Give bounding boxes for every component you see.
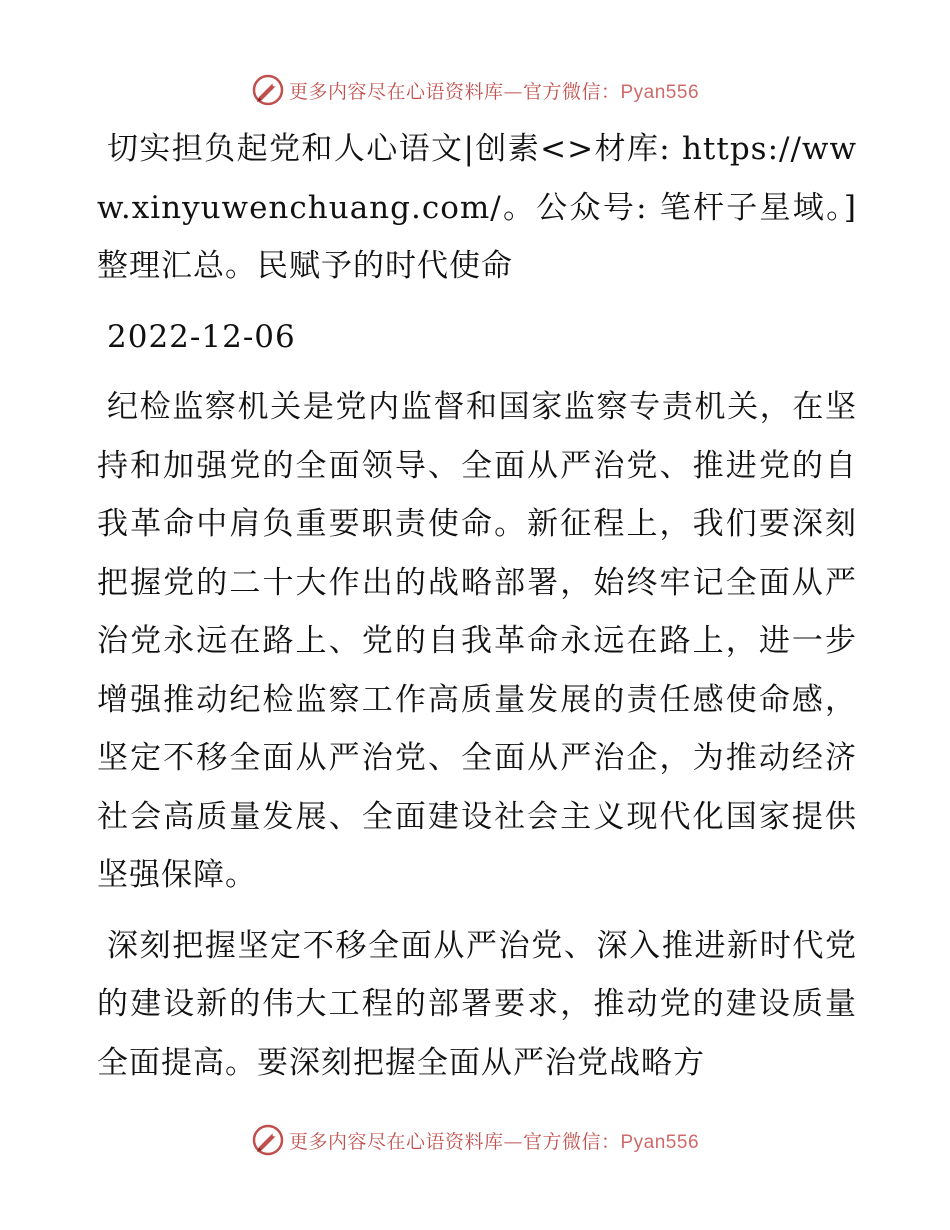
document-body — [97, 120, 857, 1104]
header-separator: — — [503, 80, 523, 103]
footer-contact-id: Pyan556 — [620, 1131, 700, 1153]
paragraph: 纪检监察机关是党内监督和国家监察专责机关，在坚持和加强党的全面领导、全面从严治党、推进党的自我革命中肩负重要职责使命。新征程上，我们要深刻把握党的二十大作出的战略部署，始终牢记全面从严治党永远在路上、党的自我革命永远在路上，进一步增强推动纪检监察工作高质量发展的责任感使命感，坚定不移全面从严治党、全面从严治企，为推动经济社会高质量发展、全面建设社会主义现代化国家提供坚强保障。 — [97, 389, 857, 893]
header-contact-id: Pyan556 — [620, 81, 700, 103]
pen-logo-icon — [251, 1123, 285, 1157]
header-watermark — [0, 68, 950, 112]
footer-watermark — [0, 1118, 950, 1162]
paragraph: 深刻把握坚定不移全面从严治党、深入推进新时代党的建设新的伟大工程的部署要求，推动党的建设质量全面提高。要深刻把握全面从严治党战略方 — [97, 927, 857, 1081]
footer-contact-label: 官方微信： — [522, 1130, 621, 1153]
document-title: 切实担负起党和人心语文|创素<>材库: https://www.xinyuwenchuang.com/。公众号: 笔杆子星域。]整理汇总。民赋予的时代使命 — [97, 131, 857, 284]
header-contact-label: 官方微信： — [522, 80, 621, 103]
document-date: 2022-12-06 — [107, 318, 296, 355]
pen-logo-icon — [251, 73, 285, 107]
header-watermark-text: 更多内容尽在心语资料库 — [288, 80, 504, 103]
footer-separator: — — [503, 1130, 523, 1153]
footer-watermark-text: 更多内容尽在心语资料库 — [288, 1130, 504, 1153]
